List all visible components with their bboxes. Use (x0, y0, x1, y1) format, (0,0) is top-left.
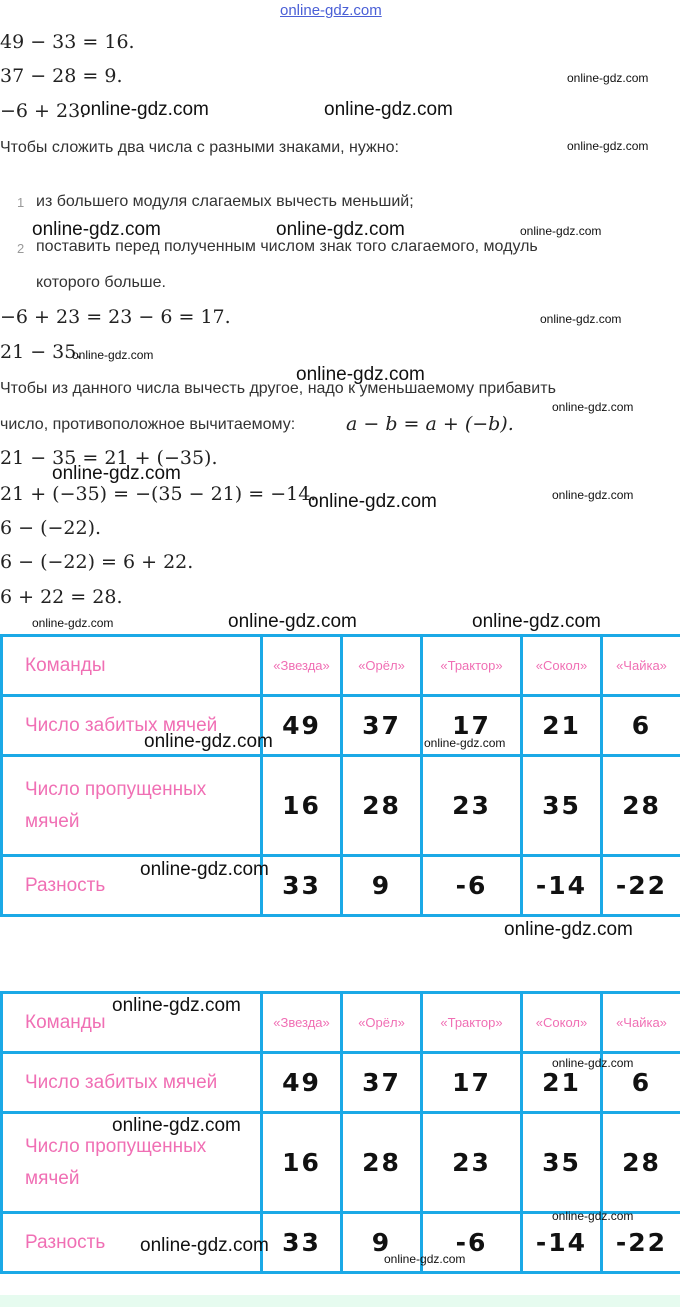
row-label-cell: Разность (2, 1213, 262, 1273)
step-text-2: поставить перед полученным числом знак того слагаемого, модуль (36, 238, 538, 255)
value-cell: 37 (342, 1053, 422, 1113)
equation-line-2: 37 − 28 = 9. (0, 65, 123, 87)
equation-line-5: 21 − 35. (0, 341, 83, 363)
team-cell: «Орёл» (342, 993, 422, 1053)
value-cell: 33 (262, 1213, 342, 1273)
value-cell: 28 (602, 756, 680, 856)
value-cell: 37 (342, 696, 422, 756)
step-text-2-cont: которого больше. (36, 274, 166, 291)
value-cell: 6 (602, 1053, 680, 1113)
row-label-cell (2, 756, 262, 856)
score-table-1 (0, 634, 680, 917)
watermark: online-gdz.com (32, 219, 161, 240)
team-cell: «Сокол» (522, 993, 602, 1053)
equation-line-4: −6 + 23 = 23 − 6 = 17. (0, 306, 231, 328)
value-cell: -22 (602, 1213, 680, 1273)
watermark: online-gdz.com (520, 224, 602, 238)
watermark: online-gdz.com (552, 1056, 634, 1070)
watermark: online-gdz.com (324, 99, 453, 120)
step-number-1: 1 (17, 195, 25, 210)
team-cell: «Чайка» (602, 636, 680, 696)
team-cell: «Трактор» (422, 636, 522, 696)
value-cell: 33 (262, 856, 342, 916)
watermark: online-gdz.com (112, 1115, 241, 1136)
equation-line-6: 21 − 35 = 21 + (−35). (0, 447, 218, 469)
watermark: online-gdz.com (472, 611, 601, 632)
value-cell: -6 (422, 1213, 522, 1273)
watermark-top[interactable]: online-gdz.com (280, 2, 382, 19)
table-row (2, 756, 680, 856)
watermark: online-gdz.com (308, 491, 437, 512)
watermark: online-gdz.com (567, 139, 649, 153)
watermark: online-gdz.com (552, 400, 634, 414)
team-cell: «Сокол» (522, 636, 602, 696)
watermark: online-gdz.com (52, 463, 181, 484)
value-cell: 21 (522, 1053, 602, 1113)
equation-line-7: 21 + (−35) = −(35 − 21) = −14. (0, 483, 317, 505)
value-cell: 9 (342, 856, 422, 916)
value-cell: 16 (262, 756, 342, 856)
watermark: online-gdz.com (228, 611, 357, 632)
value-cell: 35 (522, 1113, 602, 1213)
value-cell: 28 (342, 756, 422, 856)
header-label-cell: Команды (2, 993, 262, 1053)
rule-sub-formula: a − b = a + (−b). (346, 413, 514, 435)
header-label-cell: Команды (2, 636, 262, 696)
watermark: online-gdz.com (276, 219, 405, 240)
value-cell: 21 (522, 696, 602, 756)
value-cell: 28 (342, 1113, 422, 1213)
table-row (2, 856, 680, 916)
watermark: online-gdz.com (32, 616, 114, 630)
team-cell: «Звезда» (262, 993, 342, 1053)
value-cell: 49 (262, 1053, 342, 1113)
watermark: online-gdz.com (540, 312, 622, 326)
watermark: online-gdz.com (144, 731, 273, 752)
value-cell: 28 (602, 1113, 680, 1213)
row-label-cell: Число забитых мячей (2, 1053, 262, 1113)
value-cell: -14 (522, 1213, 602, 1273)
step-number-2: 2 (17, 241, 25, 256)
row-label-line-1: Число пропущенных (25, 778, 207, 800)
value-cell: 16 (262, 1113, 342, 1213)
row-label-cell: Разность (2, 856, 262, 916)
value-cell: 23 (422, 1113, 522, 1213)
value-cell: 9 (342, 1213, 422, 1273)
watermark: online-gdz.com (80, 99, 209, 120)
watermark: online-gdz.com (552, 1209, 634, 1223)
watermark: online-gdz.com (504, 919, 633, 940)
watermark: online-gdz.com (552, 488, 634, 502)
value-cell: 35 (522, 756, 602, 856)
value-cell: -22 (602, 856, 680, 916)
team-cell: «Звезда» (262, 636, 342, 696)
rule-sub-line-2: число, противоположное вычитаемому: (0, 416, 296, 433)
watermark: online-gdz.com (72, 348, 154, 362)
value-cell: 49 (262, 696, 342, 756)
watermark: online-gdz.com (384, 1252, 466, 1266)
row-label-cell: Число забитых мячей (2, 696, 262, 756)
team-cell: «Трактор» (422, 993, 522, 1053)
rule-sub-line-1: Чтобы из данного числа вычесть другое, надо к уменьшаемому прибавить (0, 380, 556, 397)
watermark: online-gdz.com (140, 1235, 269, 1256)
equation-line-10: 6 + 22 = 28. (0, 586, 123, 608)
watermark: online-gdz.com (140, 859, 269, 880)
bottom-strip (0, 1295, 680, 1307)
row-label-line-1: Число пропущенных (25, 1135, 207, 1157)
equation-line-3: −6 + 23. (0, 100, 87, 122)
watermark: online-gdz.com (567, 71, 649, 85)
equation-line-1: 49 − 33 = 16. (0, 31, 135, 53)
value-cell: 23 (422, 756, 522, 856)
step-text-1: из большего модуля слагаемых вычесть меньший; (36, 193, 414, 210)
value-cell: 17 (422, 696, 522, 756)
value-cell: -6 (422, 856, 522, 916)
watermark: online-gdz.com (296, 364, 425, 385)
equation-line-9: 6 − (−22) = 6 + 22. (0, 551, 194, 573)
table-row (2, 993, 680, 1053)
score-table-2 (0, 991, 680, 1274)
team-cell: «Чайка» (602, 993, 680, 1053)
rule-add-intro: Чтобы сложить два числа с разными знаками, нужно: (0, 139, 399, 156)
team-cell: «Орёл» (342, 636, 422, 696)
table-row (2, 636, 680, 696)
value-cell: 6 (602, 696, 680, 756)
table-row (2, 696, 680, 756)
table-row (2, 1113, 680, 1213)
watermark: online-gdz.com (424, 736, 506, 750)
row-label-line-2: мячей (25, 810, 80, 832)
watermark: online-gdz.com (112, 995, 241, 1016)
row-label-line-2: мячей (25, 1167, 80, 1189)
equation-line-8: 6 − (−22). (0, 517, 102, 539)
value-cell: 17 (422, 1053, 522, 1113)
value-cell: -14 (522, 856, 602, 916)
